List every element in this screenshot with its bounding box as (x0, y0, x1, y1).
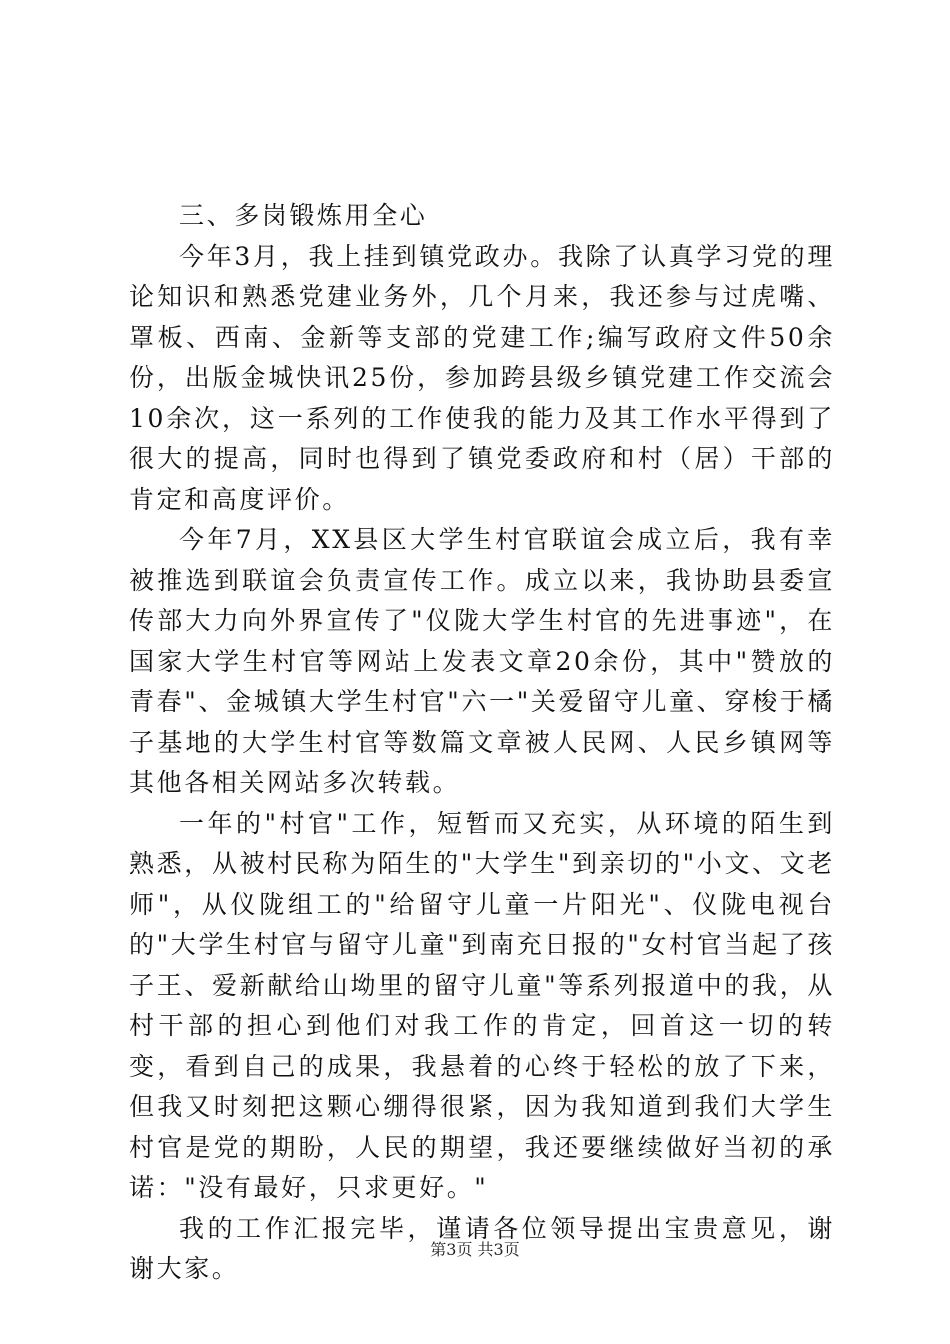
paragraph-2: 今年7月，XX县区大学生村官联谊会成立后，我有幸被推选到联谊会负责宣传工作。成立以来，我协助县委宣传部大力向外界宣传了"仪陇大学生村官的先进事迹"，在国家大学生村官等网站上发表文章20余份，其中"赞放的青春"、金城镇大学生村官"六一"关爱留守儿童、穿梭于橘子基地的大学生村官等数篇文章被人民网、人民乡镇网等其他各相关网站多次转载。 (129, 525, 835, 797)
document-body (129, 196, 835, 1290)
page-footer (0, 1240, 950, 1260)
paragraph-4: 我的工作汇报完毕，谨请各位领导提出宝贵意见，谢谢大家。 (129, 1213, 835, 1283)
paragraph-1: 今年3月，我上挂到镇党政办。我除了认真学习党的理论知识和熟悉党建业务外，几个月来，我还参与过虎嘴、罩板、西南、金新等支部的党建工作;编写政府文件50余份，出版金城快讯25份，参加跨县级乡镇党建工作交流会10余次，这一系列的工作使我的能力及其工作水平得到了很大的提高，同时也得到了镇党委政府和村（居）干部的肯定和高度评价。 (129, 241, 835, 514)
paragraph-3: 一年的"村官"工作，短暂而又充实，从环境的陌生到熟悉，从被村民称为陌生的"大学生"到亲切的"小文、文老师"，从仪陇组工的"给留守儿童一片阳光"、仪陇电视台的"大学生村官与留守儿童"到南充日报的"女村官当起了孩子王、爱新献给山坳里的留守儿童"等系列报道中的我，从村干部的担心到他们对我工作的肯定，回首这一切的转变，看到自己的成果，我悬着的心终于轻松的放了下来，但我又时刻把这颗心绷得很紧，因为我知道到我们大学生村官是党的期盼，人民的期望，我还要继续做好当初的承诺："没有最好，只求更好。" (129, 808, 835, 1202)
section-heading: 三、多岗锻炼用全心 (179, 201, 428, 230)
page-indicator: 第3页 共3页 (430, 1240, 520, 1259)
